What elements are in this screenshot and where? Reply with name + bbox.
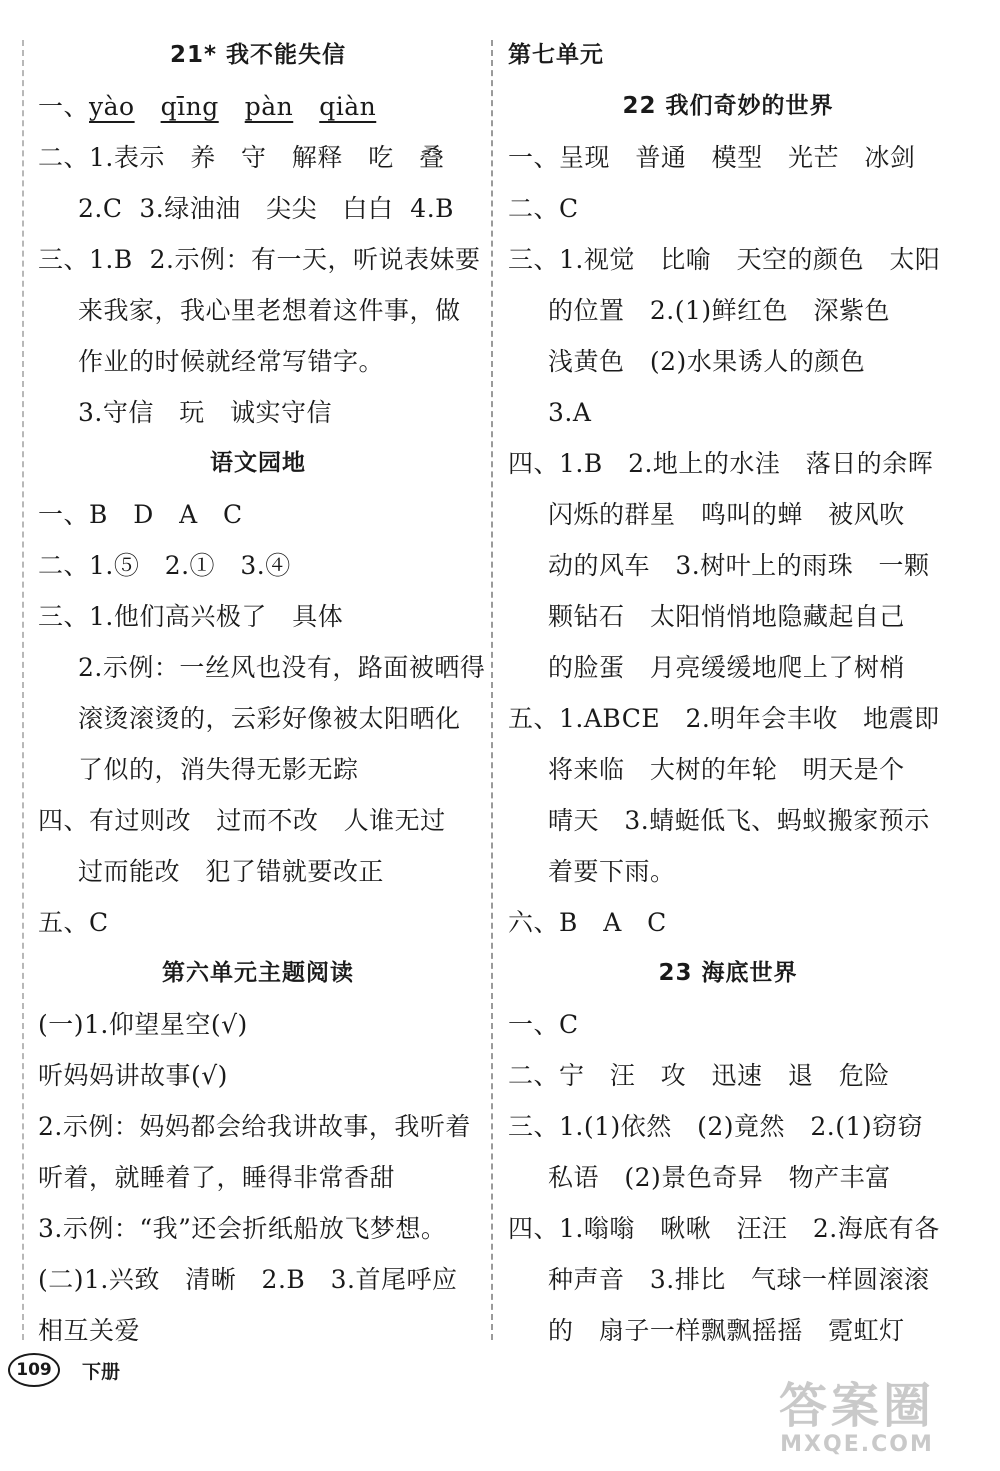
answer-line: 的位置 2.(1)鲜红色 深紫色 — [548, 296, 890, 325]
answer-line: (一)1.仰望星空(√) — [38, 1010, 248, 1039]
pinyin-answer: yào — [89, 92, 135, 121]
answer-line: 种声音 3.排比 气球一样圆滚滚 — [548, 1265, 930, 1294]
answer-line: 过而能改 犯了错就要改正 — [78, 857, 384, 886]
answer-line: 动的风车 3.树叶上的雨珠 一颗 — [548, 551, 930, 580]
column-divider — [491, 40, 493, 1340]
answer-line: 晴天 3.蜻蜓低飞、蚂蚁搬家预示 — [548, 806, 930, 835]
answer-line: 一、C — [508, 1010, 579, 1039]
pinyin-answer-line — [38, 81, 478, 132]
answer-line: 四、1.B 2.地上的水洼 落日的余晖 — [508, 449, 934, 478]
answer-line: 私语 (2)景色奇异 物产丰富 — [548, 1163, 891, 1192]
answer-line: 四、1.嗡嗡 啾啾 汪汪 2.海底有各 — [508, 1214, 940, 1243]
unit-title: 第七单元 — [508, 42, 604, 68]
page-number-badge: 109 — [8, 1353, 60, 1387]
answer-line: 听妈妈讲故事(√) — [38, 1061, 228, 1090]
answer-line: 3.A — [548, 398, 592, 427]
answer-line: 闪烁的群星 鸣叫的蝉 被风吹 — [548, 500, 905, 529]
answer-line: 的 扇子一样飘飘摇摇 霓虹灯 — [548, 1316, 905, 1345]
answer-line: 三、1.B 2.示例：有一天，听说表妹要 — [38, 245, 481, 274]
question-number: 一、 — [38, 92, 90, 121]
answer-line: (二)1.兴致 清晰 2.B 3.首尾呼应 — [38, 1265, 458, 1294]
answer-line: 二、1.⑤ 2.① 3.④ — [38, 551, 291, 580]
answer-line: 2.示例：一丝风也没有，路面被晒得 — [78, 653, 486, 682]
answer-line: 一、B D A C — [38, 500, 243, 529]
pinyin-answer: qīng — [160, 92, 219, 121]
watermark — [742, 1380, 972, 1462]
answer-line: 滚烫滚烫的，云彩好像被太阳晒化 — [78, 704, 461, 733]
left-margin-divider — [22, 40, 24, 1340]
answer-line: 六、B A C — [508, 908, 667, 937]
answer-line: 二、1.表示 养 守 解释 吃 叠 — [38, 143, 445, 172]
section-heading: 第六单元主题阅读 — [162, 960, 354, 986]
answer-line: 三、1.(1)依然 (2)竟然 2.(1)窃窃 — [508, 1112, 924, 1141]
answer-line: 了似的，消失得无影无踪 — [78, 755, 359, 784]
answer-line: 着要下雨。 — [548, 857, 676, 886]
answer-line: 二、宁 汪 攻 迅速 退 危险 — [508, 1061, 890, 1090]
answer-line: 将来临 大树的年轮 明天是个 — [548, 755, 905, 784]
answer-line: 四、有过则改 过而不改 人谁无过 — [38, 806, 446, 835]
answer-line: 相互关爱 — [38, 1316, 141, 1345]
answer-line: 三、1.视觉 比喻 天空的颜色 太阳 — [508, 245, 941, 274]
answer-line: 听着，就睡着了，睡得非常香甜 — [38, 1163, 396, 1192]
answer-line: 3.守信 玩 诚实守信 — [78, 398, 333, 427]
page-footer — [8, 1350, 120, 1390]
answer-line: 五、C — [38, 908, 109, 937]
answer-line: 颗钻石 太阳悄悄地隐藏起自己 — [548, 602, 905, 631]
section-heading: 22 我们奇妙的世界 — [622, 93, 834, 119]
answer-line: 一、呈现 普通 模型 光芒 冰剑 — [508, 143, 916, 172]
section-heading: 23 海底世界 — [658, 960, 798, 986]
right-column — [508, 30, 948, 1356]
answer-line: 的脸蛋 月亮缓缓地爬上了树梢 — [548, 653, 905, 682]
answer-line: 作业的时候就经常写错字。 — [78, 347, 385, 376]
watermark-url: MXQE.COM — [780, 1432, 934, 1457]
section-heading: 语文园地 — [210, 450, 306, 476]
answer-line: 浅黄色 (2)水果诱人的颜色 — [548, 347, 866, 376]
answer-line: 二、C — [508, 194, 579, 223]
pinyin-answer: qiàn — [319, 92, 377, 121]
answer-line: 2.C 3.绿油油 尖尖 白白 4.B — [78, 194, 455, 223]
left-column — [38, 30, 486, 1356]
watermark-logo-text: 答案圈 — [778, 1378, 935, 1434]
answer-line: 来我家，我心里老想着这件事，做 — [78, 296, 461, 325]
answer-line: 三、1.他们高兴极了 具体 — [38, 602, 344, 631]
volume-label: 下册 — [82, 1360, 121, 1383]
pinyin-answer: pàn — [244, 92, 294, 121]
answer-line: 2.示例：妈妈都会给我讲故事，我听着 — [38, 1112, 471, 1141]
answer-line: 五、1.ABCE 2.明年会丰收 地震即 — [508, 704, 940, 733]
section-heading: 21* 我不能失信 — [169, 42, 347, 68]
answer-line: 3.示例：“我”还会折纸船放飞梦想。 — [38, 1214, 447, 1243]
